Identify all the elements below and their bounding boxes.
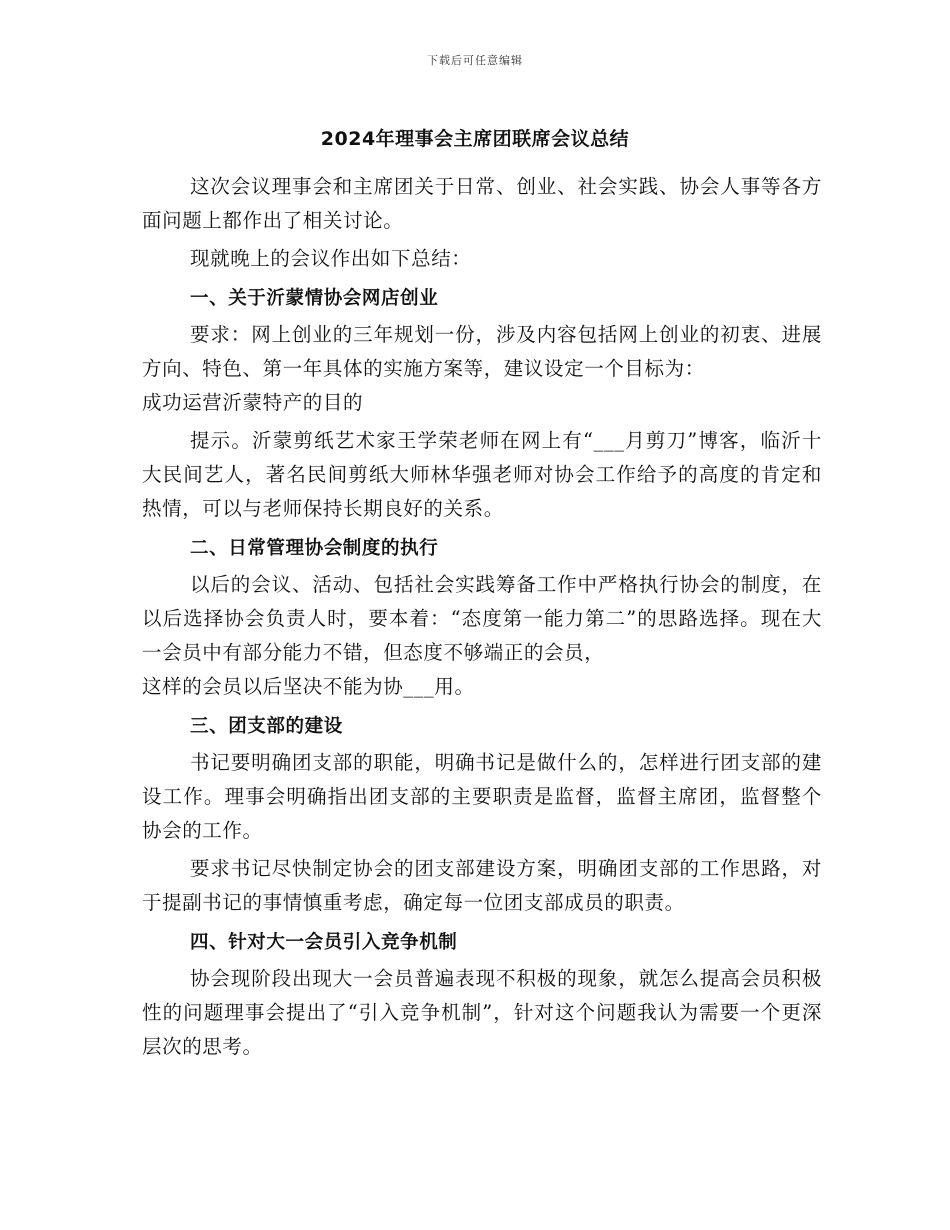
document-body xyxy=(142,170,822,1064)
paragraph-1c: 提示。沂蒙剪纸艺术家王学荣老师在网上有“___月剪刀”博客，临沂十大民间艺人，著名民间剪纸大师林华强老师对协会工作给予的高度的肯定和热情，可以与老师保持长期良好的关系。 xyxy=(142,429,822,520)
paragraph-2a: 以后的会议、活动、包括社会实践筹备工作中严格执行协会的制度，在以后选择协会负责人时，要本着：“态度第一能力第二”的思路选择。现在大一会员中有部分能力不错，但态度不够端正的会员， xyxy=(142,573,822,664)
paragraph-3a: 书记要明确团支部的职能，明确书记是做什么的，怎样进行团支部的建设工作。理事会明确指出团支部的主要职责是监督，监督主席团，监督整个协会的工作。 xyxy=(142,751,822,842)
paragraph-intro: 这次会议理事会和主席团关于日常、创业、社会实践、协会人事等各方面问题上都作出了相关讨论。 xyxy=(142,175,822,232)
paragraph-1b: 成功运营沂蒙特产的目的 xyxy=(142,391,364,414)
section-heading-2: 二、日常管理协会制度的执行 xyxy=(190,538,439,559)
section-heading-4: 四、针对大一会员引入竞争机制 xyxy=(190,932,458,953)
paragraph-2b: 这样的会员以后坚决不能为协___用。 xyxy=(142,675,475,698)
section-heading-3: 三、团支部的建设 xyxy=(190,716,343,737)
header-note: 下载后可任意编辑 xyxy=(427,54,523,67)
section-heading-1: 一、关于沂蒙情协会网店创业 xyxy=(190,288,439,309)
paragraph-4a: 协会现阶段出现大一会员普遍表现不积极的现象，就怎么提高会员积极性的问题理事会提出了“引入竞争机制”，针对这个问题我认为需要一个更深层次的思考。 xyxy=(142,967,822,1058)
paragraph-1a: 要求：网上创业的三年规划一份，涉及内容包括网上创业的初衷、进展方向、特色、第一年具体的实施方案等，建议设定一个目标为： xyxy=(142,323,822,380)
document-title: 2024年理事会主席团联席会议总结 xyxy=(320,128,630,150)
paragraph-intro-summary: 现就晚上的会议作出如下总结： xyxy=(190,247,472,270)
paragraph-3b: 要求书记尽快制定协会的团支部建设方案，明确团支部的工作思路，对于提副书记的事情慎重考虑，确定每一位团支部成员的职责。 xyxy=(142,857,822,914)
